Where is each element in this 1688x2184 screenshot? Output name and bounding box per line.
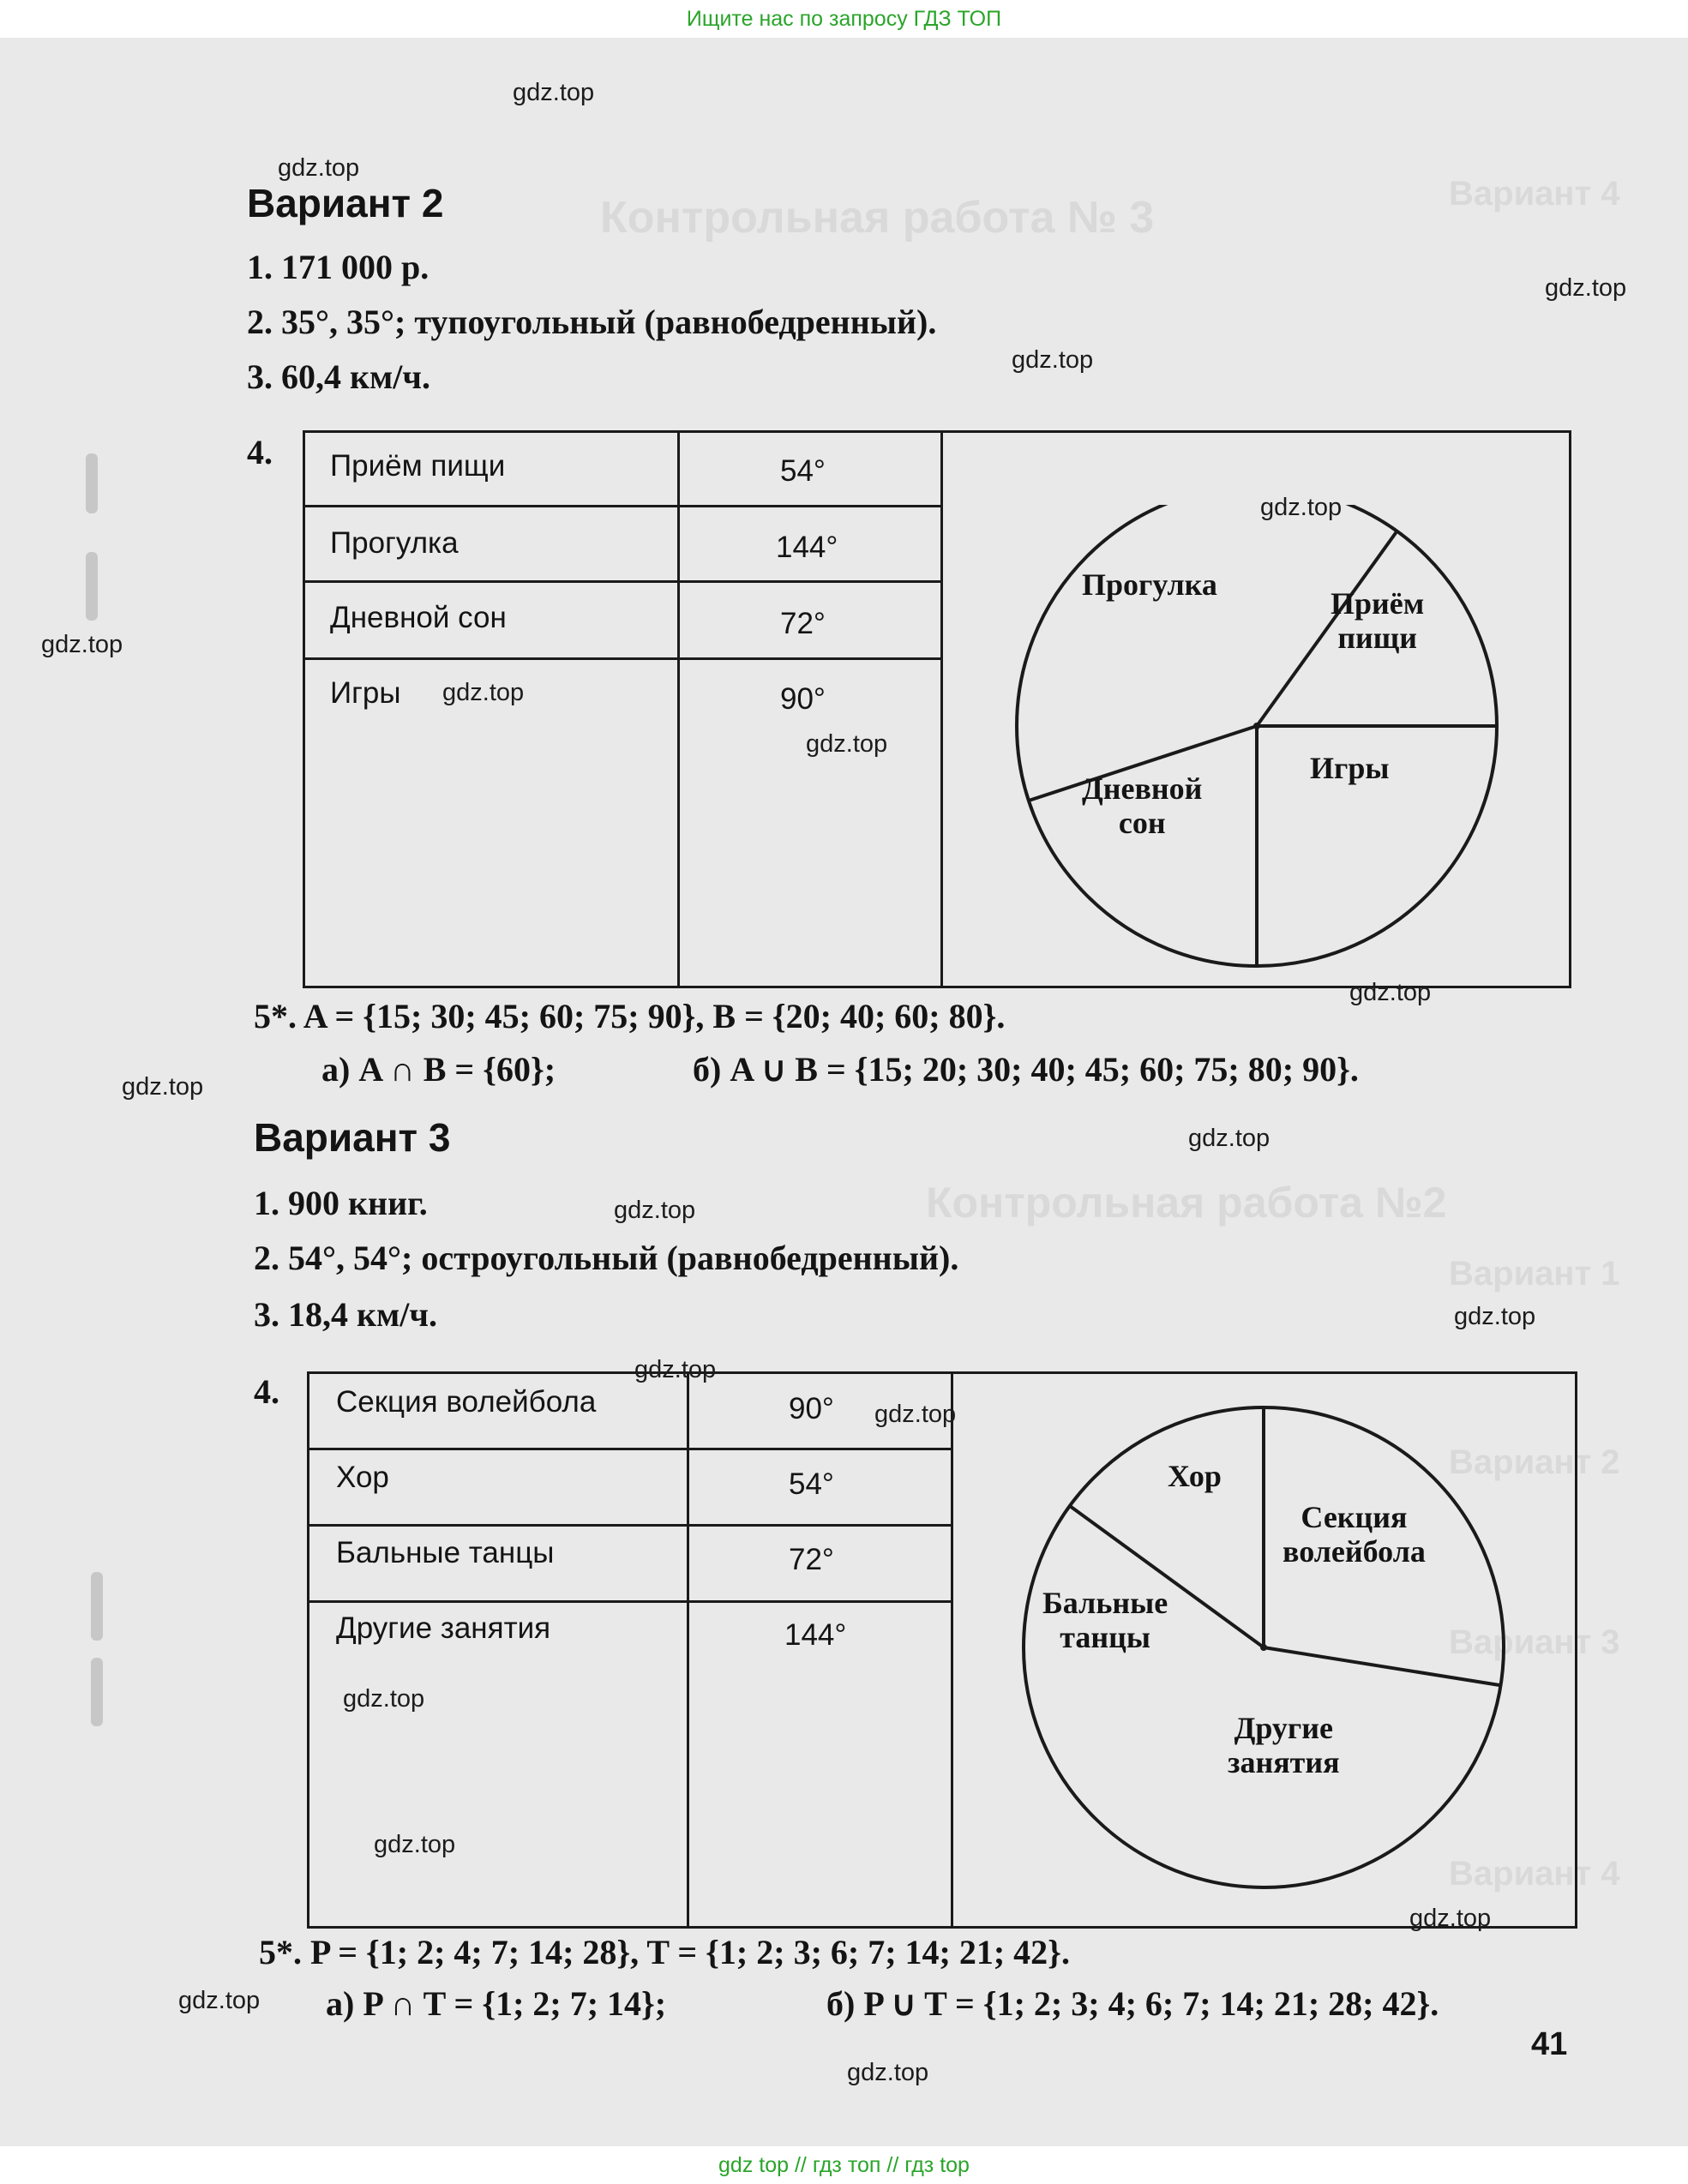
watermark: gdz.top [847, 2059, 929, 2086]
page-number: 41 [1531, 2026, 1568, 2062]
watermark: gdz.top [442, 679, 525, 706]
watermark: gdz.top [41, 631, 123, 658]
watermark: gdz.top [634, 1356, 717, 1383]
variant2-item2: 2. 35°, 35°; тупоугольный (равнобедренный). [247, 303, 937, 341]
pie-center [1253, 723, 1260, 729]
pie-label-meal: Приём пищи [1331, 586, 1425, 655]
binder-clip [91, 1658, 103, 1726]
variant2-item4-number: 4. [247, 433, 273, 471]
variant2-heading: Вариант 2 [247, 181, 444, 225]
bleed-text: Контрольная работа № 3 [600, 193, 1155, 243]
variant3-table-activity: Секция волейбола [336, 1385, 597, 1419]
variant3-table-angle: 72° [789, 1543, 834, 1576]
variant3-table-activity: Бальные танцы [336, 1536, 555, 1569]
watermark: gdz.top [1409, 1905, 1492, 1932]
variant3-item5: 5*. P = {1; 2; 4; 7; 14; 28}, T = {1; 2; 3; 6; 7; 14; 21; 42}. [259, 1933, 1070, 1971]
variant2-table-angle: 144° [776, 531, 838, 564]
watermark: gdz.top [1260, 494, 1343, 521]
watermark: gdz.top [614, 1197, 696, 1224]
pie-label-other: Другие занятия [1228, 1711, 1340, 1779]
variant3-item5-a: а) P ∩ T = {1; 2; 7; 14}; [326, 1984, 667, 2023]
variant3-table-angle: 144° [784, 1618, 847, 1652]
variant2-table-activity: Дневной сон [330, 601, 507, 634]
bleed-text: Вариант 1 [1449, 1255, 1620, 1293]
variant2-table-activity: Приём пищи [330, 449, 506, 483]
variant3-item5-b: б) P ∪ T = {1; 2; 3; 4; 6; 7; 14; 21; 28; 42}. [826, 1984, 1439, 2023]
watermark: gdz.top [278, 154, 360, 182]
bottom-banner[interactable]: gdz top // гдз топ // гдз top [0, 2146, 1688, 2184]
watermark: gdz.top [874, 1401, 957, 1428]
bleed-text: Вариант 2 [1449, 1443, 1620, 1481]
watermark: gdz.top [178, 1987, 261, 2014]
bleed-text: Вариант 3 [1449, 1623, 1620, 1661]
variant3-table-angle: 90° [789, 1392, 834, 1425]
watermark: gdz.top [1188, 1125, 1271, 1152]
variant2-item5-b: б) A ∪ B = {15; 20; 30; 40; 45; 60; 75; 80; 90}. [693, 1050, 1359, 1089]
bleed-text: Вариант 4 [1449, 175, 1620, 213]
variant2-table-angle: 90° [780, 682, 826, 716]
binder-clip [86, 453, 98, 513]
variant3-item3: 3. 18,4 км/ч. [254, 1295, 437, 1334]
top-banner[interactable]: Ищите нас по запросу ГДЗ ТОП [0, 0, 1688, 38]
binder-clip [86, 552, 98, 621]
variant2-item1: 1. 171 000 р. [247, 248, 430, 286]
pie-label-games: Игры [1310, 751, 1390, 785]
variant3-table-activity: Другие занятия [336, 1611, 551, 1645]
pie-label-nap: Дневной сон [1082, 771, 1203, 840]
pie-label-choir: Хор [1168, 1459, 1222, 1493]
variant3-table-angle: 54° [789, 1467, 834, 1501]
variant2-table-angle: 54° [780, 454, 826, 488]
watermark: gdz.top [1545, 274, 1627, 302]
variant2-item3: 3. 60,4 км/ч. [247, 357, 430, 396]
watermark: gdz.top [1012, 346, 1094, 374]
variant2-item5: 5*. A = {15; 30; 45; 60; 75; 90}, B = {20; 40; 60; 80}. [254, 997, 1006, 1035]
variant3-heading: Вариант 3 [254, 1115, 451, 1160]
watermark: gdz.top [343, 1685, 425, 1713]
variant2-table-activity: Игры [330, 676, 401, 710]
variant2-table-angle: 72° [780, 607, 826, 640]
variant3-item4-number: 4. [254, 1372, 279, 1411]
bleed-text: Вариант 4 [1449, 1855, 1620, 1893]
watermark: gdz.top [806, 730, 888, 758]
variant2-item5-a: а) A ∩ B = {60}; [321, 1050, 556, 1089]
pie-label-volleyball: Секция волейбола [1283, 1500, 1426, 1569]
variant3-item2: 2. 54°, 54°; остроугольный (равнобедренный). [254, 1239, 959, 1277]
pie-label-dance: Бальные танцы [1042, 1586, 1168, 1654]
watermark: gdz.top [1349, 979, 1432, 1006]
watermark: gdz.top [122, 1073, 204, 1101]
binder-clip [91, 1572, 103, 1641]
watermark: gdz.top [1454, 1303, 1536, 1330]
variant2-table-activity: Прогулка [330, 526, 459, 560]
bleed-text: Контрольная работа №2 [926, 1179, 1447, 1227]
variant3-item1: 1. 900 книг. [254, 1184, 428, 1222]
textbook-page [0, 38, 1688, 2146]
pie-divider [1264, 1647, 1499, 1685]
pie-label-walk: Прогулка [1082, 567, 1217, 602]
pie-center [1260, 1644, 1267, 1651]
watermark: gdz.top [374, 1831, 456, 1858]
watermark: gdz.top [513, 79, 595, 106]
variant3-table-activity: Хор [336, 1461, 389, 1494]
